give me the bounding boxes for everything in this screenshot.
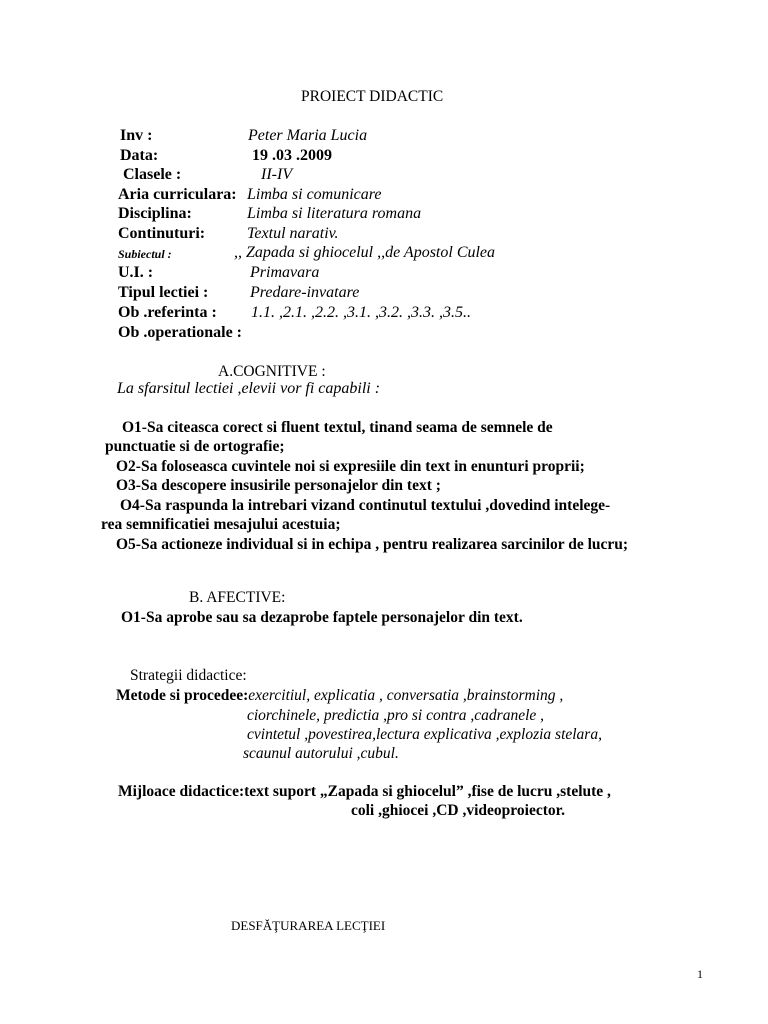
metode-line3: cvintetul ,povestirea,lectura explicativa ,explozia stelara, <box>247 726 602 743</box>
objective-o3: O3-Sa descopere insusirile personajelor din text ; <box>116 477 441 494</box>
obref-value: 1.1. ,2.1. ,2.2. ,3.1. ,3.2. ,3.3. ,3.5.. <box>251 304 471 321</box>
metode-label: Metode si procedee: <box>116 687 249 704</box>
strategii-heading: Strategii didactice: <box>130 667 247 684</box>
data-value: 19 .03 .2009 <box>252 147 332 164</box>
objective-o2: O2-Sa foloseasca cuvintele noi si expresiile din text in enunturi proprii; <box>116 458 585 475</box>
page-number: 1 <box>697 967 703 981</box>
data-label: Data: <box>120 147 159 164</box>
metode-line <box>116 688 563 704</box>
inv-value: Peter Maria Lucia <box>248 127 368 144</box>
obref-label: Ob .referinta : <box>118 304 217 321</box>
objective-o4-line2: rea semnificatiei mesajului acestuia; <box>101 516 341 533</box>
clasele-value: II-IV <box>261 166 293 183</box>
continuturi-label: Continuturi: <box>118 225 206 242</box>
subiectul-label: Subiectul : <box>118 247 172 261</box>
objective-o1-line2: punctuatie si de ortografie; <box>105 438 285 455</box>
disciplina-value: Limba si literatura romana <box>247 205 422 222</box>
page-title: PROIECT DIDACTIC <box>301 88 444 105</box>
metode-line4: scaunul autorului ,cubul. <box>243 745 399 762</box>
oboper-label: Ob .operationale : <box>118 324 242 341</box>
tipul-label: Tipul lectiei : <box>118 284 209 301</box>
metode-line2: ciorchinele, predictia ,pro si contra ,cadranele , <box>247 707 545 724</box>
afective-o1: O1-Sa aprobe sau sa dezaprobe faptele personajelor din text. <box>121 609 523 626</box>
tipul-value: Predare-invatare <box>250 284 360 301</box>
aria-value: Limba si comunicare <box>247 186 382 203</box>
aria-label: Aria curriculara: <box>118 186 237 203</box>
objective-o4-line1: O4-Sa raspunda la intrebari vizand continutul textului ,dovedind intelege- <box>120 497 611 514</box>
cognitive-heading: A.COGNITIVE : <box>218 363 326 380</box>
desfasurarea-heading: DESFĂŢURAREA LECŢIEI <box>231 918 386 933</box>
mijloace-line1: Mijloace didactice:text suport „Zapada si ghiocelul” ,fise de lucru ,stelute , <box>118 783 611 800</box>
cognitive-intro: La sfarsitul lectiei ,elevii vor fi capabili : <box>117 380 381 397</box>
objective-o5: O5-Sa actioneze individual si in echipa , pentru realizarea sarcinilor de lucru; <box>116 536 629 553</box>
objective-o1-line1: O1-Sa citeasca corect si fluent textul, tinand seama de semnele de <box>122 419 553 436</box>
inv-label: Inv : <box>120 127 153 144</box>
ui-value: Primavara <box>250 264 320 281</box>
metode-line1: exercitiul, explicatia , conversatia ,brainstorming , <box>248 687 564 704</box>
afective-heading: B. AFECTIVE: <box>189 589 286 606</box>
clasele-label: Clasele : <box>123 166 182 183</box>
continuturi-value: Textul narativ. <box>247 225 339 242</box>
ui-label: U.I. : <box>118 264 154 281</box>
mijloace-line2: coli ,ghiocei ,CD ,videoproiector. <box>351 802 565 819</box>
disciplina-label: Disciplina: <box>118 205 192 222</box>
subiectul-value: ,, Zapada si ghiocelul ,,de Apostol Culea <box>234 244 496 261</box>
